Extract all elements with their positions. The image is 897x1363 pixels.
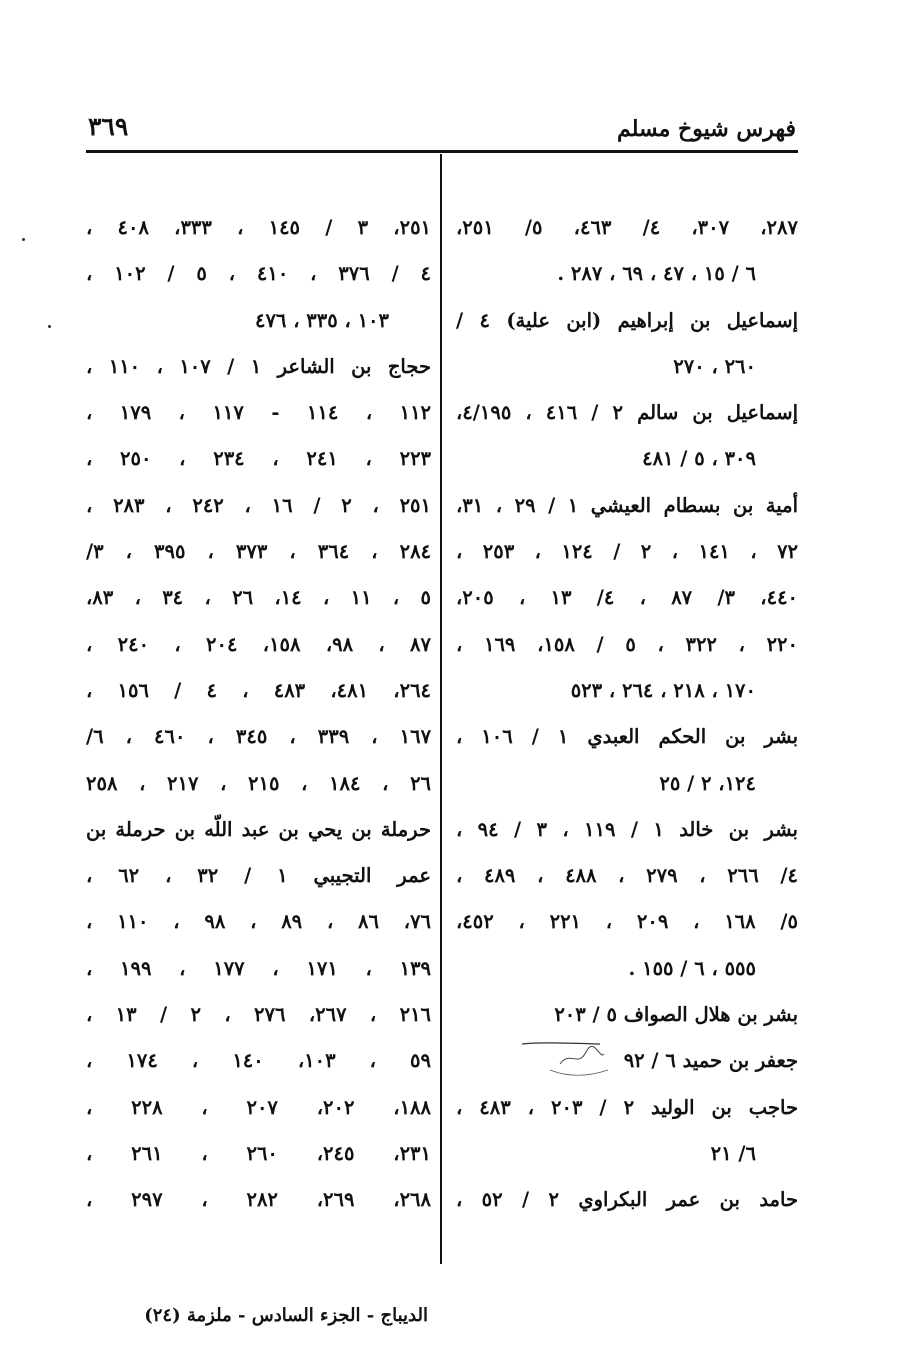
index-line: ٧٢ ، ١٤١ ، ٢ / ١٢٤ ، ٢٥٣ ،: [456, 540, 799, 564]
index-entry-name: بشر بن خالد ١ / ١١٩ ، ٣ / ٩٤ ،: [456, 817, 798, 841]
index-line: ١١٢ ، ١١٤ - ١١٧ ، ١٧٩ ،: [86, 401, 432, 425]
index-line: ١٨٨، ٢٠٢، ٢٠٧ ، ٢٢٨ ،: [86, 1095, 431, 1119]
page-footer: الديباج - الجزء السادس - ملزمة (٢٤): [144, 1305, 428, 1326]
index-line: ١٢٤، ٢ / ٢٥: [659, 771, 756, 795]
index-line: ٥/ ١٦٨ ، ٢٠٩ ، ٢٢١ ، ٤٥٢،: [456, 910, 799, 934]
index-entry-name: إسماعيل بن سالم ٢ / ٤١٦ ، ٤/١٩٥،: [456, 401, 798, 425]
page-number: ٣٦٩: [88, 112, 129, 141]
index-line: ٥ ، ١١ ، ١٤، ٢٦ ، ٣٤ ، ٨٣،: [86, 586, 431, 610]
index-line: ٢٨٤ ، ٣٦٤ ، ٣٧٣ ، ٣٩٥ ، ٣/: [86, 540, 432, 564]
scan-speck: [22, 238, 25, 241]
index-line: ٥٩ ، ١٠٣، ١٤٠ ، ١٧٤ ،: [86, 1049, 431, 1073]
index-entry-name: حامد بن عمر البكراوي ٢ / ٥٢ ،: [456, 1188, 798, 1212]
index-line: ١٧٠ ، ٢١٨ ، ٢٦٤ ، ٥٢٣: [570, 678, 756, 702]
index-entry-name: حاجب بن الوليد ٢ / ٢٠٣ ، ٤٨٣ ،: [456, 1095, 798, 1119]
index-entry-name: بشر بن الحكم العبدي ١ / ١٠٦ ،: [456, 725, 799, 749]
index-entry-name: إسماعيل بن إبراهيم (ابن علية) ٤ /: [456, 308, 798, 332]
index-entry-name: أمية بن بسطام العيشي ١ / ٢٩ ، ٣١،: [456, 493, 799, 517]
index-line: ٢٥١ ، ٢ / ١٦ ، ٢٤٢ ، ٢٨٣ ،: [86, 493, 431, 517]
index-line: ٢٦٤، ٤٨١، ٤٨٣ ، ٤ / ١٥٦ ،: [86, 678, 432, 702]
index-line: ٢٢٠ ، ٣٢٢ ، ٥ / ١٥٨، ١٦٩ ،: [456, 632, 798, 656]
index-line: ٨٧ ، ٩٨، ١٥٨، ٢٠٤ ، ٢٤٠ ،: [86, 632, 431, 656]
index-line: ٥٥٥ ، ٦ / ١٥٥ .: [628, 956, 756, 980]
index-line: ٢٢٣ ، ٢٤١ ، ٢٣٤ ، ٢٥٠ ،: [86, 447, 432, 471]
handwritten-mark: [520, 1040, 610, 1080]
index-line: ٧٦، ٨٦ ، ٨٩ ، ٩٨ ، ١١٠ ،: [86, 910, 432, 934]
index-line: ٣٠٩ ، ٥ / ٤٨١: [642, 447, 756, 471]
index-line: ٢٦٠ ، ٢٧٠: [673, 354, 756, 378]
index-entry-name: بشر بن هلال الصواف ٥ / ٢٠٣: [554, 1003, 798, 1027]
right-column: [456, 205, 798, 1224]
column-divider: [440, 154, 442, 1264]
index-line: ٢٦ ، ١٨٤ ، ٢١٥ ، ٢١٧ ، ٢٥٨: [86, 771, 432, 795]
index-line: ٦ / ١٥ ، ٤٧ ، ٦٩ ، ٢٨٧ .: [557, 262, 756, 286]
index-line: ٤ / ٣٧٦ ، ٤١٠ ، ٥ / ١٠٢ ،: [86, 262, 432, 286]
running-title: فهرس شيوخ مسلم: [617, 116, 796, 142]
left-column: [86, 205, 431, 1224]
scan-speck: [48, 325, 51, 328]
header-rule: [86, 150, 798, 153]
index-line: ٤٤٠، ٣/ ٨٧ ، ٤/ ١٣ ، ٢٠٥،: [456, 586, 799, 610]
page-header: [86, 108, 796, 148]
index-line: ١٣٩ ، ١٧١ ، ١٧٧ ، ١٩٩ ،: [86, 956, 432, 980]
index-line: ٢٣١، ٢٤٥، ٢٦٠ ، ٢٦١ ،: [86, 1141, 431, 1165]
index-entry-name: حجاج بن الشاعر ١ / ١٠٧ ، ١١٠ ،: [86, 354, 432, 378]
index-line: ٢٥١، ٣ / ١٤٥ ، ٣٣٣، ٤٠٨ ،: [86, 216, 432, 239]
index-line: ٢٦٨، ٢٦٩، ٢٨٢ ، ٢٩٧ ،: [86, 1188, 431, 1212]
index-entry-name: جعفر بن حميد ٦ / ٩٢: [623, 1049, 798, 1073]
index-line: ١٦٧ ، ٣٣٩ ، ٣٤٥ ، ٤٦٠ ، ٦/: [86, 725, 432, 749]
index-line: ٤/ ٢٦٦ ، ٢٧٩ ، ٤٨٨ ، ٤٨٩ ،: [456, 864, 798, 888]
index-line: عمر التجيبي ١ / ٣٢ ، ٦٢ ،: [86, 864, 431, 888]
index-line: ٢١٦ ، ٢٦٧، ٢٧٦ ، ٢ / ١٣ ،: [86, 1003, 432, 1027]
index-line: ٢٨٧، ٣٠٧، ٤/ ٤٦٣، ٥/ ٢٥١،: [456, 216, 798, 239]
index-line: ٦/ ٢١: [710, 1141, 756, 1165]
index-entry-name: حرملة بن يحي بن عبد اللّه بن حرملة بن: [86, 817, 431, 841]
index-line: ١٠٣ ، ٣٣٥ ، ٤٧٦: [254, 308, 389, 332]
